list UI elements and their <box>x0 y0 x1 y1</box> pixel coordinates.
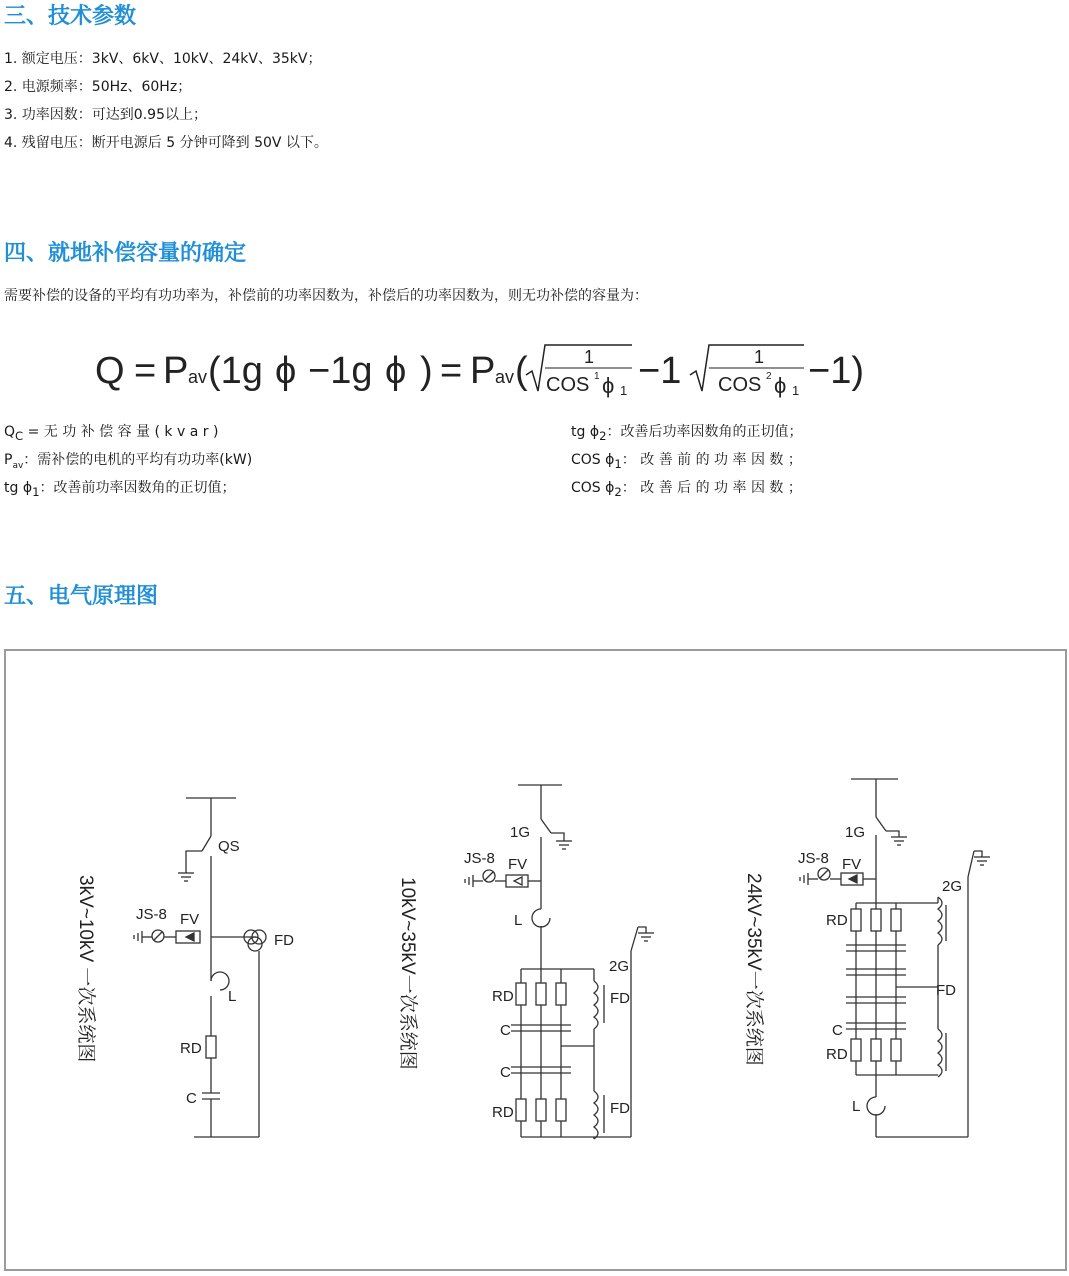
label-rd: RD <box>826 1046 848 1063</box>
caption-diagram-2: 10kV~35kV一次系统图 <box>397 877 418 1070</box>
caption-diagram-1: 3kV~10kV 一次系统图 <box>75 875 96 1063</box>
legend-tg1: tg $\phi_1$：改善前功率因数角的正切值； <box>4 480 236 499</box>
section-title-tech-params: 三、技术参数 <box>4 4 137 29</box>
formula-sub: av <box>495 367 515 387</box>
formula-part: ( <box>515 350 528 392</box>
tech-param-item: 2. 电源频率：50Hz、60Hz； <box>4 79 192 95</box>
label-l: L <box>852 1098 861 1115</box>
formula-eq: = <box>134 350 157 392</box>
label-2g: 2G <box>609 958 630 975</box>
formula-phi: ϕ <box>385 350 407 392</box>
section-title-capacity: 四、就地补偿容量的确定 <box>4 241 247 266</box>
label-l: L <box>228 988 237 1005</box>
formula-eq: = <box>440 350 463 392</box>
formula-frac-num: 1 <box>584 347 595 367</box>
formula-cos: COS <box>546 374 590 396</box>
label-js8: JS-8 <box>798 850 829 867</box>
label-rd: RD <box>492 1104 514 1121</box>
legend-qc: $Q_C$ = 无 功 补 偿 容 量 ( k v a r ) <box>4 424 219 443</box>
caption-diagram-3: 24kV~35kV一次系统图 <box>743 873 764 1066</box>
label-1g: 1G <box>845 824 866 841</box>
formula-frac-num: 1 <box>754 347 765 367</box>
capacity-intro: 需要补偿的设备的平均有功功率为，补偿前的功率因数为，补偿后的功率因数为，则无功补偿的容量为： <box>4 288 648 304</box>
legend-cos2: COS $\phi_2$： 改 善 后 的 功 率 因 数 ； <box>571 480 802 499</box>
formula-part: ) <box>420 350 433 392</box>
schematic-svg <box>6 651 1065 1269</box>
formula-p: P <box>163 350 189 392</box>
label-qs: QS <box>218 838 240 855</box>
schematic-frame <box>4 649 1067 1271</box>
formula-sub: av <box>188 367 208 387</box>
tech-param-item: 3. 功率因数：可达到0.95以上； <box>4 107 207 123</box>
formula-phi: ϕ <box>602 373 615 398</box>
label-2g: 2G <box>942 878 963 895</box>
formula-phi: ϕ <box>275 350 297 392</box>
label-fv: FV <box>180 911 200 928</box>
label-fd: FD <box>610 1100 630 1117</box>
label-c: C <box>186 1090 197 1107</box>
formula-part: −1g <box>308 350 373 392</box>
section-title-schematic: 五、电气原理图 <box>4 584 159 609</box>
label-fv: FV <box>508 856 528 873</box>
formula-cos: COS <box>718 374 762 396</box>
label-rd: RD <box>180 1040 202 1057</box>
label-1g: 1G <box>510 824 531 841</box>
label-c: C <box>500 1022 511 1039</box>
formula-part: −1 <box>638 350 682 392</box>
label-rd: RD <box>826 912 848 929</box>
label-l: L <box>514 912 523 929</box>
formula-part: −1) <box>808 350 864 392</box>
formula-part: (1g <box>208 350 263 392</box>
label-fd: FD <box>274 932 294 949</box>
compensation-formula <box>90 335 890 405</box>
label-fd: FD <box>936 982 956 999</box>
label-fv: FV <box>842 856 862 873</box>
legend-pav: $P_{av}$：需补偿的电机的平均有功功率(kW) <box>4 452 253 471</box>
tech-param-item: 1. 额定电压：3kV、6kV、10kV、24kV、35kV； <box>4 51 322 67</box>
tech-param-item: 4. 残留电压：断开电源后 5 分钟可降到 50V 以下。 <box>4 135 328 151</box>
formula-phi-sub: 1 <box>792 383 800 398</box>
formula-p: P <box>470 350 496 392</box>
legend-tg2: tg $\phi_2$：改善后功率因数角的正切值； <box>571 424 803 443</box>
formula-sup: 2 <box>766 371 772 382</box>
label-c: C <box>832 1022 843 1039</box>
label-c: C <box>500 1064 511 1081</box>
label-rd: RD <box>492 988 514 1005</box>
formula-phi: ϕ <box>774 373 787 398</box>
label-js8: JS-8 <box>464 850 495 867</box>
formula-phi-sub: 1 <box>620 383 628 398</box>
formula-q: Q <box>95 350 125 392</box>
legend-cos1: COS $\phi_1$： 改 善 前 的 功 率 因 数 ； <box>571 452 802 471</box>
label-js8: JS-8 <box>136 906 167 923</box>
label-fd: FD <box>610 990 630 1007</box>
formula-sup: 1 <box>594 371 600 382</box>
